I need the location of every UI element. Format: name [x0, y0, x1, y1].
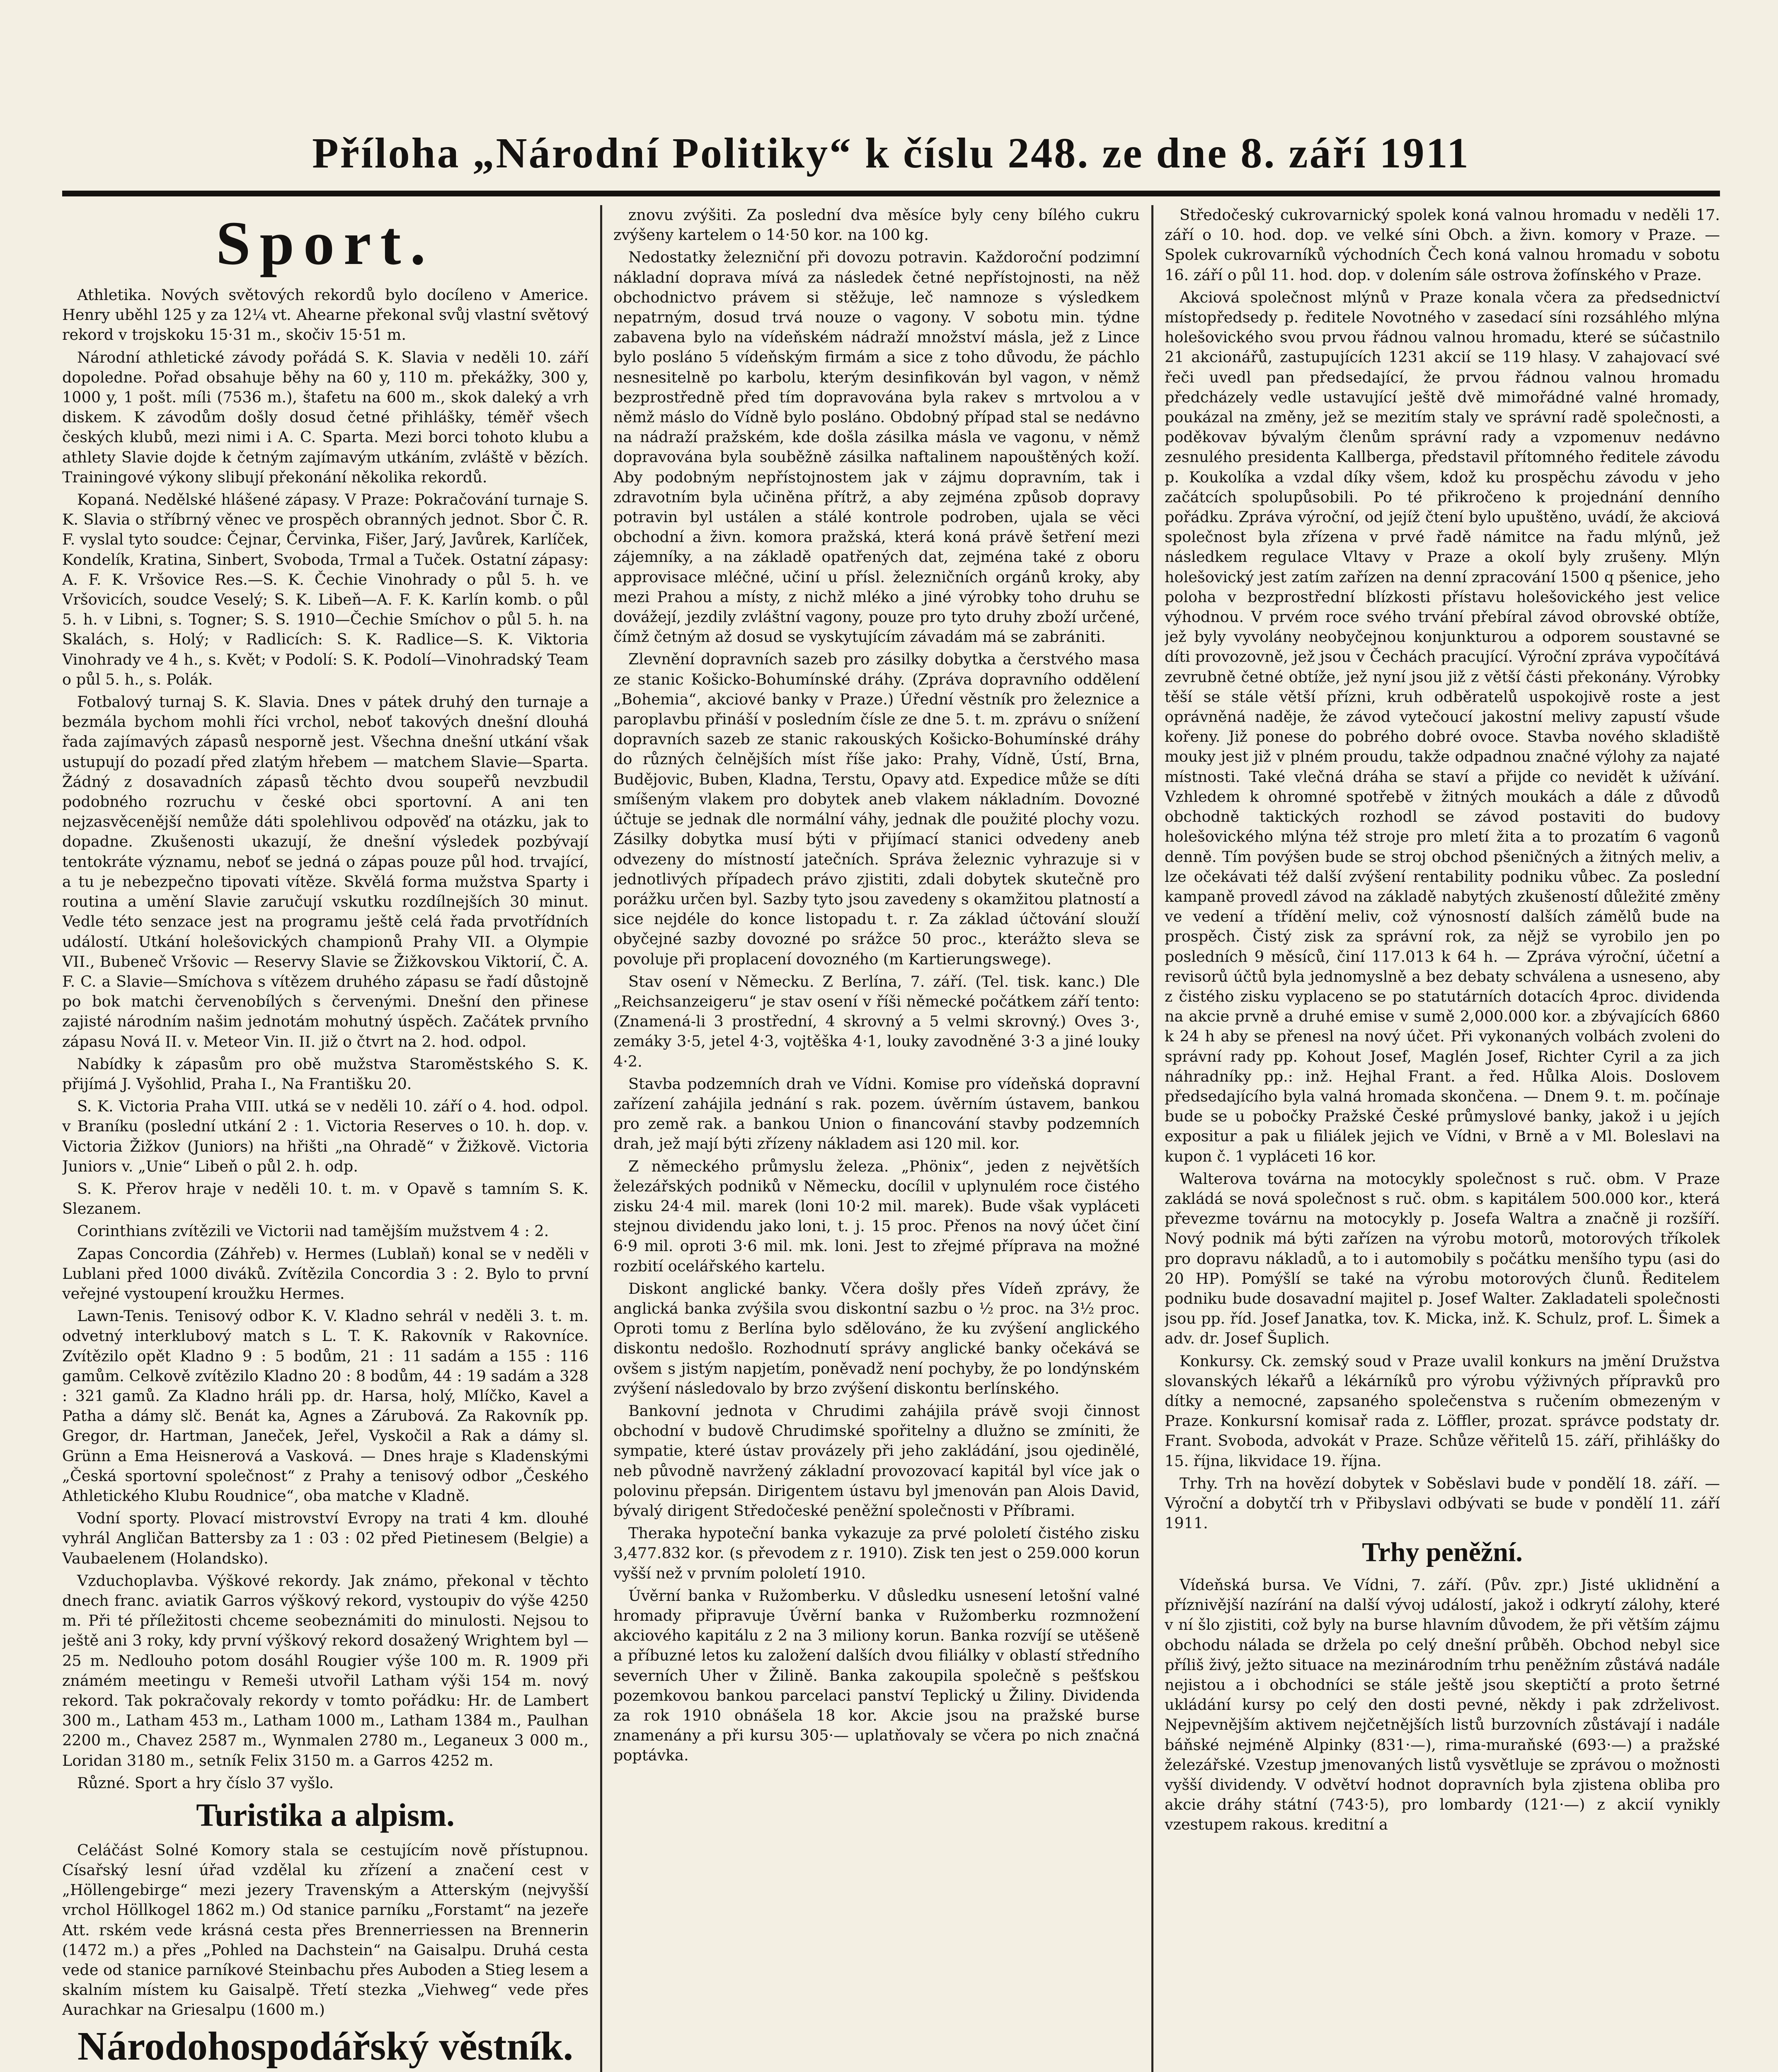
article-german-iron: Z německého průmyslu železa. „Phönix“, jeden z největších železářských podniků v Německu, docílil v uplynulém roce čistého zisku 24·4 mil. marek (loni 10·2 mil. marek). Bude však vypláceti stejnou dividendu jako loni, t. j. 15 proc. Přenos na nový účet činí 6·9 mil. oproti 3·6 mil. mk. loni. Jest to zřejmé příprava na možné rozbití ocelářského kartelu.	[613, 1157, 1140, 1275]
article-lawn-tennis: Lawn-Tenis. Tenisový odbor K. V. Kladno sehrál v neděli 3. t. m. odvetný interklubový match s L. T. K. Rakovník v Rakovníce. Zvítězilo opět Kladno 9 : 5 bodům, 21 : 11 sadám a 155 : 116 gamům. Celkově zvítězilo Kladno 20 : 8 bodům, 44 : 19 sadám a 328 : 321 gamů. Za Kladno hráli pp. dr. Harsa, holý, Mlíčko, Kavel a Patha a dámy slč. Benát ka, Agnes a Zárubová. Za Rakovník pp. Gregor, dr. Hartman, Janeček, Jeřel, Vyskočil a Rak a dámy sl. Grünn a Ema Heisnerová a Vasková. — Dnes hraje s Kladenskými „Česká sportovní společnost“ z Prahy a tenisový odbor „Českého Athletického Klubu Roudnice“, oba matche v Kladně.	[62, 1307, 589, 1505]
article-match-offers: Nabídky k zápasům pro obě mužstva Staroměstského S. K. přijímá J. Vyšohlid, Praha I., Na Františku 20.	[62, 1055, 589, 1093]
column-divider	[1151, 205, 1153, 2072]
article-crops-germany: Stav osení v Německu. Z Berlína, 7. září. (Tel. tisk. kanc.) Dle „Reichsanzeigeru“ je stav osení v říši německé počátkem září tento: (Znamená-li 3 prostřední, 4 skrovný a 5 velmi skrovný.) Oves 3·, zemáky 3·5, jetel 4·3, vojtěška 4·1, louky zavodněné 3·3 a jiné louky 4·2.	[613, 972, 1140, 1070]
column-2	[613, 205, 1140, 2072]
column-divider	[600, 205, 602, 2072]
article-athletics-records: Athletika. Nových světových rekordů bylo docíleno v Americe. Henry uběhl 125 y za 12¼ vt. Ahearne překonal svůj vlastní světový rekord v trojskoku 15·31 m., skočiv 15·51 m.	[62, 286, 589, 344]
column-1	[62, 205, 589, 2072]
article-freight-rates: Zlevnění dopravních sazeb pro zásilky dobytka a čerstvého masa ze stanic Košicko-Bohumínské dráhy. (Zpráva dopravního oddělení „Bohemia“, akciové banky v Praze.) Úřední věstník pro železnice a paroplavbu přináší v posledním čísle ze dne 5. t. m. zprávu o snížení dopravních sazeb ze stanic rakouských Košicko-Bohumínské dráhy do různých čelnějších míst říše jako: Prahy, Vídně, Ústí, Brna, Budějovic, Buben, Kladna, Terstu, Opavy atd. Expedice může se díti smíšeným vlakem pro dobytek aneb vlakem nákladním. Dovozné účtuje se jednak dle normální váhy, jednak dle použité plochy vozu. Zásilky dobytka musí býti v přijímací stanici odvedeny aneb odvezeny do místností jatečních. Správa železnic vyhrazuje si v jednotlivých případech právo zjistiti, zdali dobytek skutečně pro porážku určen byl. Sazby tyto jsou zavedeny s okamžitou platností a sice nejdéle do konce listopadu t. r. Za základ účtování slouží obyčejné sazby dovozné po srážce 50 proc., kterážto sleva se povoluje při proplacení dovozného (m Kartierungswege).	[613, 650, 1140, 968]
column-3	[1165, 205, 1720, 2072]
article-football-tournament: Fotbalový turnaj S. K. Slavia. Dnes v pátek druhý den turnaje a bezmála bychom mohli říci vrchol, neboť takových dnešní dlouhá řada zajímavých zápasů nesporně jest. Všechna dnešní utkání však ustupují do pozadí před zlatým hřebem — matchem Slavie—Sparta. Žádný z dosavadních zápasů těchto dvou soupeřů nevzbudil podobného rozruchu v české obci sportovní. A ani ten nejzasvěcenější nemůže dáti spolehlivou odpověď na otázku, jak to dopadne. Zkušenosti ukazují, že dnešní výsledek pozbývají tentokráte významu, neboť se jedná o zápas pouze půl hod. trvající, a tu je nebezpečno tipovati vítěze. Skvělá forma mužstva Sparty i routina a umění Slavie zaručují vskutku rozdílnejších 30 minut. Vedle této senzace jest na programu ještě celá řada prvotřídních událostí. Utkání holešovických championů Prahy VII. a Olympie VII., Bubeneč Vršovic — Reservy Slavie se Žižkovskou Viktorií, Č. A. F. C. a Slavie—Smíchova s vítězem druhého zápasu se řadí důstojně po bok matchi červenobílých s červenými. Dnešní den přinese zajisté národním našim jednotám mohutný úspěch. Začátek prvního zápasu Nová II. v. Meteor Vin. II. již o čtvrt na 2. hod. odpol.	[62, 693, 589, 1051]
section-title-tourism: Turistika a alpism.	[196, 1797, 455, 1833]
article-aviation-records: Vzduchoplavba. Výškové rekordy. Jak známo, překonal v těchto dnech franc. aviatik Garros výškový rekord, vystoupiv do výše 4250 m. Při té příležitosti chceme seobeznámiti do minulosti. Nejsou to ještě ani 3 roky, kdy první výškový rekord dosažený Wrightem byl — 25 m. Nedlouho potom dosáhl Rougier výše 100 m. R. 1909 při známém meetingu v Remeši utvořil Latham výši 154 m. nový rekord. Tak pokračovaly rekordy v tomto pořádku: Hr. de Lambert 300 m., Latham 453 m., Latham 1000 m., Latham 1384 m., Paulhan 2200 m., Chavez 2587 m., Wynmalen 2780 m., Leganeux 3 000 m., Loridan 3180 m., setník Felix 3150 m. a Garros 4252 m.	[62, 1571, 589, 1769]
article-mortgage-bank: Theraka hypoteční banka vykazuje za prvé pololetí čistého zisku 3,477.832 kor. (s převodem z r. 1910). Zisk ten jest o 259.000 korun vyšší než v prvním pololetí 1910.	[613, 1524, 1140, 1582]
article-walter-factory: Walterova továrna na motocykly společnost s ruč. obm. V Praze zakládá se nová společnost s ruč. obm. s kapitálem 500.000 kor., která převezme továrnu na motocykly p. Josefa Waltra a značně ji rozšíří. Nový podnik má býti zařízen na výrobu motorů, motorových tříkolek pro dopravu nákladů, a to i automobily s počátku menšího typu (asi do 20 HP). Pomýšlí se také na výrobu motorových člunů. Ředitelem podniku bude dosavadní majitel p. Josef Walter. Zakladateli společnosti jsou pp. říd. Josef Janatka, tov. K. Micka, inž. K. Schulz, prof. L. Šimek a adv. dr. Josef Šuplich.	[1165, 1169, 1720, 1348]
article-fairs: Trhy. Trh na hovězí dobytek v Soběslavi bude v pondělí 18. září. — Výroční a dobytčí trh v Přibyslavi odbývati se bude v pondělí 11. září 1911.	[1165, 1474, 1720, 1532]
article-vienna-underground: Stavba podzemních drah ve Vídni. Komise pro vídeňská dopravní zařízení zahájila jednání s rak. pozem. úvěrním ústavem, bankou pro země rak. a bankou Union o financování stavby podzemních drah, jež mají býti zřízeny nákladem asi 120 mil. kor.	[613, 1075, 1140, 1153]
article-mill-company: Akciová společnost mlýnů v Praze konala včera za předsednictví místopředsedy p. ředitele Novotného v zasedací síni rozsáhlého mlýna holešovického svou prvou řádnou valnou hromadu, které se súčastnilo 21 akcionářů, zastupujících 1231 akcií se 119 hlasy. V zahajovací své řeči uvedl pan předsedající, že prvou řádnou valnou hromadu předcházely vedle ustavující ještě dvě mimořádné valné hromady, poukázal na změny, jež se mezitím staly ve správní radě společnosti, a poděkovav bývalým členům správní rady a vzpomenuv nedávno zesnulého presidenta Kallberga, představil přítomného ředitele závodu p. Koukolíka a vzdal díky všem, kdož ku prospěchu závodu v jeho začátcích spolupůsobili. Po té přikročeno k projednání denního pořádku. Zpráva výroční, od jejíž čtení bylo upuštěno, uvádí, že akciová společnost byla zřízena v prvé řadě námitce na řadu mlýnů, jež následkem regulace Vltavy v Praze a okolí byly zrušeny. Mlýn holešovický jest zatím zařízen na denní zpracování 1500 q pšenice, jeho poloha v bezprostřední blízkosti přístavu holešovického jest velice výhodnou. V prvém roce svého trvání přebíral závod obrovské obtíže, jež byly vyvolány neobyčejnou konjunkturou a odporem soustavné se díti provozovně, jež jsou v Čechách pracující. Výroční zpráva vypočítává zevrubně četné obtíže, jež nyní jsou již z větší části překonány. Výrobky těší se stále větší přízni, kruh odběratelů uspokojivě roste a jest oprávněná naděje, že závod vytečoucí jakostní melivy zapustí všude kořeny. Již ponese do pobrého dobré ovoce. Stavba nového skladiště mouky jest již v plném proudu, takže odpadnou značné výlohy za najaté místnosti. Také vlečná dráha se staví a přijde co nevidět k užívání. Vzhledem k ohromné spotřebě v žitných moukách a dále z důvodů obchodně taktických rozhodl se závod postaviti do budovy holešovického mlýna též stroje pro mletí žita a to prozatím 6 vagonů denně. Tím povýšen bude se stroj obchod pšeničných a žitných meliv, a lze očekávati též další zvýšení rentability podniku vůbec. Za poslední kampaně provedl závod na základě nabytých zkušeností důležité změny ve vedení a třídění meliv, což výnosností dalších zámělů bude na prospěch. Čistý zisk za správní rok, za nějž se vyrobilo jen po posledních 9 měsíců, činí 117.013 k 64 h. — Zpráva výroční, účetní a revisorů účtů byla jednomyslně a bez debaty schválena a usneseno, aby z čistého zisku vyplaceno se po statutárních dotacích 4proc. dividenda na akcie prvně a druhé emise v sumě 2,000.000 kor. a zbývajících 6860 k 24 h aby se přenesl na nový účet. Při vykonaných volbách zvoleni do správní rady pp. Kohout Josef, Maglén Josef, Richter Cyril a za jich náhradníky pp.: inž. Hejhal Frant. a řed. Hůlka Alois. Doslovem předsedajícího byla valná hromada skončena. — Dnem 9. t. m. počínaje bude se u pobočky Pražské České průmyslové banky, jakož i u jejích expositur a pak u filiálek jejich ve Vídni, v Brně a v Ml. Boleslavi na kupon č. 1 vypláceti 16 kor.	[1165, 288, 1720, 1165]
article-concordia-hermes: Zapas Concordia (Záhřeb) v. Hermes (Lublaň) konal se v neděli v Lublani před 1000 diváků. Zvítězila Concordia 3 : 2. Bylo to první veřejné vystoupení kroužku Hermes.	[62, 1244, 589, 1302]
article-railway-shortcomings: Nedostatky železniční při dovozu potravin. Každoroční podzimní nákladní doprava mívá za následek četné nepřístojnosti, na něž obchodnictvo právem si stěžuje, leč namnoze s výsledkem nepatrným, dosud trvá nouze o vagony. V sobotu min. týdne zabavena bylo na vídeňském nádraží množství másla, jež z Lince bylo posláno 5 vídeňským firmám a sice z toho důvodu, že páchlo nesnesitelně po karbolu, kterým desinfikován byl vagon, v němž bezprostředně před tím dopravována byla rakev s mrtvolou a v němž máslo do Vídně bylo posláno. Obdobný případ stal se nedávno na nádraží pražském, kde došla zásilka másla ve vagonu, v němž dopravována byla souběžně zásilka naftalinem napouštěných koží. Aby podobným nepřístojnostem jak v zájmu dopravním, tak i zdravotním byla učiněna přítrž, a aby zejména způsob dopravy potravin byl ustálen a stálé kontrole podroben, ujala se věci obchodní a živn. komora pražská, která koná právě šetření mezi zájemníky, a na základě opatřených dat, zejména také z oboru approvisace mléčné, učiní u přísl. železničních orgánů kroky, aby mezi Prahou a místy, z nichž mléko a jiné výrobky toho druhu se dovážejí, jezdily zvláštní vagony, pouze pro tyto druhy zboží určené, čímž četným až dosud se vyskytujícím závadám má se zabrániti.	[613, 248, 1140, 646]
article-ruzomberok-bank: Úvěrní banka v Ružomberku. V důsledku usnesení letošní valné hromady připravuje Úvěrní banka v Ružomberku rozmnožení akciového kapitálu z 2 na 3 miliony korun. Banka rozvíjí se utěšeně a příbuzné letos ku založení dalších dvou filiálky v oblastí středního severních Uher v Žilině. Banka zakoupila společně s pešťskou pozemkovou bankou parcelaci panství Teplický u Žiliny. Dividenda za rok 1910 obnášela 18 kor. Akcie jsou na pražské burse znamenány a při kursu 305·— uplatňovaly se včera po nich značná poptávka.	[613, 1586, 1140, 1765]
masthead-rule	[62, 191, 1720, 196]
article-victoria-praha: S. K. Victoria Praha VIII. utká se v neděli 10. září o 4. hod. odpol. v Braníku (poslední utkání 2 : 1. Victoria Reserves o 10. h. dop. v. Victoria Žižkov (Juniors) na hřišti „na Ohradě“ v Žižkově. Victoria Juniors v. „Unie“ Libeň o půl 2. h. odp.	[62, 1097, 589, 1175]
article-football-matches: Kopaná. Nedělské hlášené zápasy. V Praze: Pokračování turnaje S. K. Slavia o stříbrný věnec ve prospěch obranných jednot. Sbor Č. R. F. vyslal tyto soudce: Čejnar, Červinka, Fišer, Jarý, Javůrek, Karlíček, Kondelík, Kratina, Sinbert, Svoboda, Trmal a Tuček. Ostatní zápasy: A. F. K. Vršovice Res.—S. K. Čechie Vinohrady o půl 5. h. ve Vršovicích, soudce Veselý; S. K. Libeň—A. F. K. Karlín komb. o půl 5. h. v Libni, s. Togner; S. S. 1910—Čechie Smíchov o půl 5. h. na Skalách, s. Holý; v Radlicích: S. K. Radlice—S. K. Viktoria Vinohrady ve 4 h., s. Květ; v Podolí: S. K. Podolí—Vinohradský Team o půl 5. h., s. Polák.	[62, 491, 589, 688]
article-vienna-exchange: Vídeňská bursa. Ve Vídni, 7. září. (Pův. zpr.) Jisté uklidnění a příznivější nazírání na další vývoj událostí, jakož i odkrytí zálohy, které v ní šlo zjistiti, což byly na burse hlavním důvodem, že při větším zájmu obchodu nálada se držela po celý dnešní průběh. Obchod nebyl sice příliš živý, ježto situace na mezinárodním trhu peněžním zůstává nadále nejistou a i obchodníci se stále ještě jsou skeptičtí a proto šetrné ukládání kursy po celý den dosti pevné, někdy i pak zdrželivost. Nejpevnějším aktivem nejčetnějších listů burzovních zůstávají i nadále báňské nejméně Alpinky (831·—), rima-muraňské (693·—) a pražské železářské. Vzestup jmenovaných listů vysvětluje se zprávou o možnosti vyšší dividendy. V odvětví hodnot dopravních byla zjistena obliba pro akcie dráhy státní (743·5), pro lombardy (121·—) z akcií vynikly vzestupem rakous. kreditní a	[1165, 1576, 1720, 1834]
section-title-economy: Národohospodářský věstník.	[77, 2024, 574, 2069]
article-misc: Různé. Sport a hry číslo 37 vyšlo.	[77, 1774, 334, 1792]
article-national-athletics: Národní athletické závody pořádá S. K. Slavia v neděli 10. září dopoledne. Pořad obsahuje běhy na 60 y, 110 m. překážky, 300 y, 1000 y, 1 pošt. míli (7536 m.), štafetu na 600 m., skok daleký a vrh diskem. K závodům došly dosud četné přihlášky, téměř všech českých klubů, mezi nimi i A. C. Sparta. Mezi borci tohoto klubu a athlety Slavie dojde k četným zajímavým utkáním, zvláště v bězích. Trainingové výkony slibují překonání několika rekordů.	[62, 348, 589, 486]
article-corinthians: Corinthians zvítězili ve Victorii nad tamějším mužstvem 4 : 2.	[77, 1222, 549, 1240]
section-title-sport: Sport.	[216, 209, 435, 278]
article-sugar-continued: znovu zvýšiti. Za poslední dva měsíce byly ceny bílého cukru zvýšeny kartelem o 14·50 kor. na 100 kg.	[613, 206, 1140, 244]
article-water-sports: Vodní sporty. Plovací mistrovství Evropy na trati 4 km. dlouhé vyhrál Angličan Battersby za 1 : 03 : 02 před Pietinesem (Belgie) a Vaubaelenem (Holandsko).	[62, 1509, 589, 1567]
masthead: Příloha „Národní Politiky“ k číslu 248. ze dne 8. září 1911	[312, 129, 1470, 177]
article-salzkammergut: Celáčást Solné Komory stala se cestujícím nově přístupnou. Císařský lesní úřad vzdělal ku zřízení a značení cest v „Höllengebirge“ mezi jezery Travenským a Atterským (nejvyšší vrchol Höllkogel 1862 m.) Od stanice parníku „Forstamt“ na jezeře Att. rském vede krásná cesta přes Brennerriessen na Brennerin (1472 m.) a přes „Pohled na Dachstein“ na Gaisalpu. Druhá cesta vede od stanice parníkové Steinbachu přes Auboden a Stieg lesem a skalním místem ku Gaisalpě. Třetí stezka „Viehweg“ vede přes Aurachkar na Griesalpu (1600 m.)	[62, 1841, 589, 2019]
article-english-discount: Diskont anglické banky. Včera došly přes Vídeň zprávy, že anglická banka zvýšila svou diskontní sazbu o ½ proc. na 3½ proc. Oproti tomu z Berlína bylo sdělováno, že ku zvýšení anglického diskontu nedošlo. Rozhodnutí správy anglické banky očekává se ovšem s jistým napjetím, poněvadž není pochyby, že po londýnském zvýšení následovalo by brzo zvýšení diskontu berlínského.	[613, 1279, 1140, 1397]
newspaper-page	[62, 124, 1720, 2072]
section-title-money-markets: Trhy peněžní.	[1362, 1537, 1523, 1568]
article-sugar-association: Středočeský cukrovarnický spolek koná valnou hromadu v neděli 17. září o 10. hod. dop. ve velké síni Obch. a živn. komory v Praze. — Spolek cukrovarníků východních Čech koná valnou hromadu v sobotu 16. září o půl 11. hod. dop. v dolením sále ostrova žofínského v Praze.	[1165, 206, 1720, 284]
article-prerov: S. K. Přerov hraje v neděli 10. t. m. v Opavě s tamním S. K. Slezanem.	[62, 1179, 589, 1218]
article-bankruptcies: Konkursy. Ck. zemský soud v Praze uvalil konkurs na jmění Družstva slovanských lékařů a lékárníků pro výrobu výživných přípravků pro dítky a nemocné, zapsaného společenstva s ručením obmezeným v Praze. Konkursní komisař rada z. Löffler, prozat. správce podstaty dr. Frant. Svoboda, advokát v Praze. Schůze věřitelů 15. září, přihlášky do 15. října, likvidace 19. října.	[1165, 1352, 1720, 1470]
article-chrudim-bank: Bankovní jednota v Chrudimi zahájila právě svoji činnost obchodní v budově Chrudimské spořitelny a dlužno se zmíniti, že sympatie, které ústav provázely při jeho zakládání, jsou ojedinělé, neb původně navržený základní provozovací kapitál byl více jak o polovinu přepsán. Dirigentem ústavu byl jmenován pan Alois David, bývalý dirigent Středočeské peněžní společnosti v Příbrami.	[613, 1402, 1140, 1520]
